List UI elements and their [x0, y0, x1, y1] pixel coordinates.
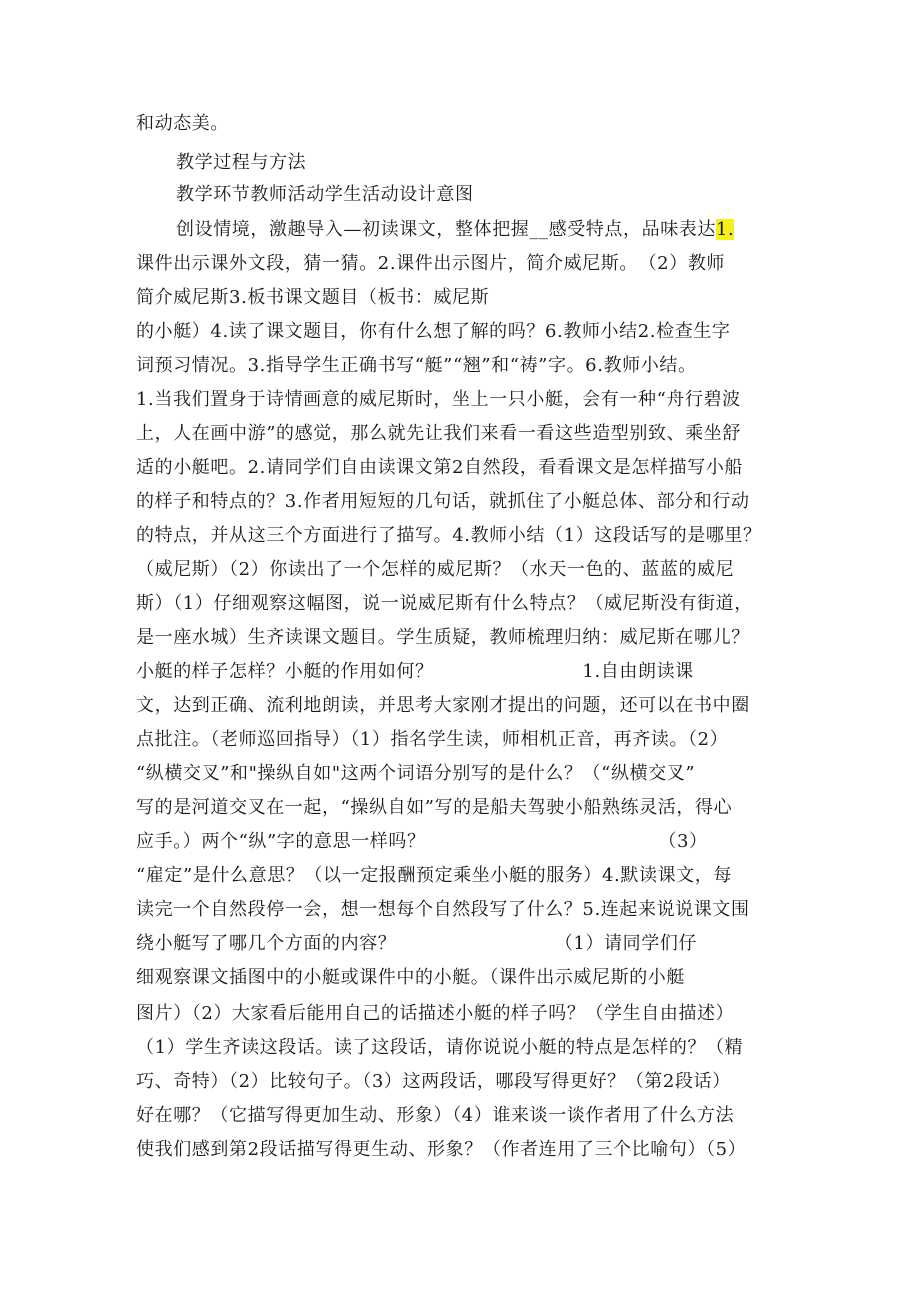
text-line: 图片）（2）大家看后能用自己的话描述小艇的样子吗？（学生自由描述） — [136, 1003, 735, 1024]
text-line: 简介威尼斯3.板书课文题目（板书：威尼斯 — [136, 287, 490, 308]
text-line: 写的是河道交叉在一起，“操纵自如”写的是船夫驾驶小船熟练灵活，得心 — [136, 797, 733, 818]
text-line: 上，人在画中游”的感觉，那么就先让我们来看一看这些造型别致、乘坐舒 — [136, 423, 741, 444]
text-line: 读完一个自然段停一会，想一想每个自然段写了什么？5.连起来说说课文围 — [136, 899, 750, 920]
text-line: 小艇的样子怎样？小艇的作用如何？ 1.自由朗读课 — [136, 661, 694, 682]
text-line: 适的小艇吧。2.请同学们自由读课文第2自然段，看看课文是怎样描写小船 — [136, 457, 744, 478]
text-line: 课件出示课外文段，猜一猜。2.课件出示图片，简介威尼斯。 （2）教师 — [136, 253, 726, 274]
text-line: 的样子和特点的？3.作者用短短的几句话，就抓住了小艇总体、部分和行动 — [136, 491, 750, 512]
text-line: “纵横交叉”和"操纵自如"这两个词语分别写的是什么？（“纵横交叉” — [136, 763, 696, 784]
text-line: 巧、奇特）（2）比较句子。（3）这两段话，哪段写得更好？（第2段话） — [136, 1071, 731, 1092]
text-line: 的小艇）4.读了课文题目，你有什么想了解的吗？6.教师小结2.检查生字 — [136, 321, 731, 342]
text-line — [176, 213, 734, 247]
text-span: 创设情境，激趣导入—初读课文，整体把握__感受特点，品味表达 — [176, 219, 716, 240]
text-line: 的特点，并从这三个方面进行了描写。4.教师小结（1）这段话写的是哪里？ — [136, 525, 762, 546]
text-line: （1）学生齐读这段话。读了这段话，请你说说小艇的特点是怎样的？（精 — [136, 1037, 744, 1058]
table-header-line: 教学环节教师活动学生活动设计意图 — [176, 184, 474, 205]
text-line: （威尼斯）（2）你读出了一个怎样的威尼斯？（水天一色的、蓝蓝的威尼 — [136, 559, 735, 580]
text-line: 词预习情况。3.指导学生正确书写“艇”“翘”和“祷”字。6.教师小结。 — [136, 355, 697, 376]
section-heading: 教学过程与方法 — [176, 152, 307, 173]
text-line: 应手。）两个“纵”字的意思一样吗？ （3） — [136, 831, 708, 852]
text-line: 好在哪？（它描写得更加生动、形象）（4）谁来谈一谈作者用了什么方法 — [136, 1105, 735, 1126]
text-line: “雇定”是什么意思？（以一定报酬预定乘坐小艇的服务）4.默读课文，每 — [136, 865, 732, 886]
text-line: 1.当我们置身于诗情画意的威尼斯时，坐上一只小艇，会有一种“舟行碧波 — [136, 389, 741, 410]
text-line: 点批注。（老师巡回指导）（1）指名学生读，师相机正音，再齐读。（2） — [136, 729, 729, 750]
highlighted-text: 1. — [716, 219, 735, 240]
text-line: 绕小艇写了哪几个方面的内容？ （1）请同学们仔 — [136, 933, 698, 954]
text-line: 和动态美。 — [136, 113, 229, 134]
text-line: 细观察课文插图中的小艇或课件中的小艇。（课件出示威尼斯的小艇 — [136, 967, 685, 988]
text-line: 是一座水城）生齐读课文题目。学生质疑，教师梳理归纳：威尼斯在哪儿？ — [136, 627, 750, 648]
text-line: 文，达到正确、流利地朗读，并思考大家刚才提出的问题，还可以在书中圈 — [136, 695, 750, 716]
text-line: 斯）（1）仔细观察这幅图，说一说威尼斯有什么特点？（威尼斯没有街道， — [136, 593, 753, 614]
text-line: 使我们感到第2段话描写得更生动、形象？（作者连用了三个比喻句）（5） — [136, 1139, 747, 1160]
